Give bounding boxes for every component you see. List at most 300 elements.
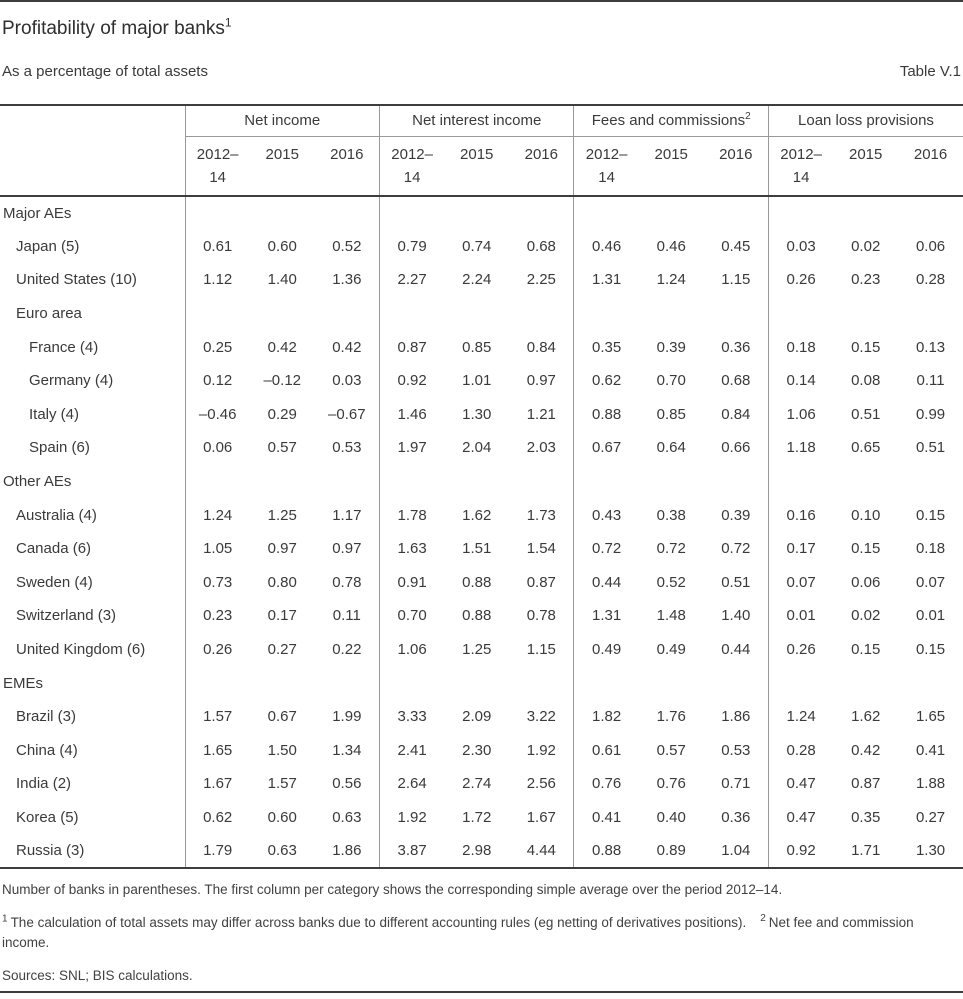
value-cell: 1.05 (185, 532, 250, 566)
value-cell (768, 465, 833, 499)
value-cell (833, 465, 898, 499)
value-cell: 2.27 (379, 263, 444, 297)
table-row (0, 834, 963, 868)
value-cell: 2.74 (462, 775, 492, 793)
value-cell: 1.99 (332, 708, 362, 726)
table-row (0, 398, 963, 432)
group-header: Fees and commissions$^2$ (574, 105, 768, 136)
value-cell: 0.51 (721, 573, 751, 591)
row-label: Spain (6) (29, 439, 90, 457)
value-cell: 0.88 (574, 834, 639, 868)
value-cell: 0.70 (379, 599, 444, 633)
value-cell: 0.47 (768, 767, 833, 801)
value-cell: 2.56 (526, 775, 556, 793)
value-cell: 0.47 (768, 801, 833, 835)
value-cell (639, 196, 704, 230)
table-row (0, 431, 963, 465)
row-label: Sweden (4) (16, 573, 93, 591)
value-cell: 1.15 (526, 641, 556, 659)
period-header: 2012– 14 (574, 136, 639, 196)
row-label: United Kingdom (6) (16, 641, 146, 659)
value-cell: 0.11 (332, 607, 361, 625)
page-title (2, 15, 961, 43)
value-cell: 0.28 (915, 271, 946, 289)
value-cell: 0.01 (915, 607, 946, 625)
value-cell: 0.60 (267, 808, 297, 826)
sources-line: Sources: SNL; BIS calculations. (2, 967, 193, 983)
value-cell: 0.44 (721, 641, 751, 659)
value-cell: 0.84 (721, 405, 751, 423)
value-cell: 0.63 (332, 808, 362, 826)
value-cell: 0.27 (267, 641, 297, 659)
value-cell (509, 666, 574, 700)
value-cell: 1.24 (185, 498, 250, 532)
table-row (0, 196, 963, 230)
value-cell: 0.57 (267, 439, 297, 457)
value-cell: 0.15 (851, 641, 881, 659)
value-cell: 0.97 (267, 540, 297, 558)
row-label: Italy (4) (29, 405, 80, 423)
value-cell: 0.45 (721, 237, 751, 255)
group-footnote-marker: 2 (745, 111, 751, 123)
value-cell: 0.44 (574, 566, 639, 600)
value-cell: 0.57 (656, 741, 686, 759)
value-cell: 0.26 (768, 263, 833, 297)
table-row (0, 364, 963, 398)
value-cell: 1.65 (185, 734, 250, 768)
table-row (0, 498, 963, 532)
value-cell: 0.22 (332, 641, 362, 659)
value-cell: 0.62 (574, 364, 639, 398)
value-cell: 0.49 (574, 633, 639, 667)
period-header: 2012– 14 (768, 136, 833, 196)
period-header: 2015 (250, 136, 315, 196)
value-cell: 4.44 (526, 842, 556, 860)
footnote-2-text: Net fee and commission income. (2, 914, 914, 950)
period-header: 2012– 14 (379, 136, 444, 196)
page-top-rule (0, 0, 963, 2)
page-bottom-rule (0, 991, 963, 993)
value-cell: 0.46 (656, 237, 686, 255)
value-cell (250, 297, 315, 331)
value-cell: 1.86 (721, 708, 751, 726)
value-cell: 0.67 (267, 708, 297, 726)
row-label: EMEs (3, 674, 44, 692)
row-label: Russia (3) (16, 842, 85, 860)
value-cell (250, 196, 315, 230)
period-header: 2016 (509, 136, 574, 196)
value-cell: 0.56 (332, 775, 362, 793)
value-cell: 1.63 (379, 532, 444, 566)
value-cell (704, 666, 769, 700)
value-cell: 0.85 (462, 338, 492, 356)
value-cell: 0.88 (462, 573, 492, 591)
value-cell: –0.12 (263, 372, 302, 390)
value-cell: 1.79 (185, 834, 250, 868)
subtitle-row (2, 62, 961, 82)
value-cell: 0.15 (915, 641, 946, 659)
value-cell: 0.11 (916, 372, 945, 390)
stub-header-cell (0, 105, 185, 196)
value-cell: 3.22 (526, 708, 556, 726)
value-cell (704, 297, 769, 331)
value-cell: 0.17 (267, 607, 297, 625)
table-row (0, 566, 963, 600)
value-cell: 0.97 (526, 372, 556, 390)
value-cell: 1.25 (267, 506, 297, 524)
value-cell: 1.48 (656, 607, 686, 625)
value-cell: 0.70 (656, 372, 686, 390)
table-row (0, 599, 963, 633)
value-cell: 0.78 (526, 607, 556, 625)
table-row (0, 633, 963, 667)
value-cell: –0.67 (328, 405, 366, 423)
value-cell: 0.01 (768, 599, 833, 633)
value-cell: 0.41 (915, 741, 946, 759)
table-header (0, 105, 963, 196)
value-cell (898, 666, 963, 700)
value-cell: 0.42 (267, 338, 297, 356)
table-row (0, 230, 963, 264)
row-label: Switzerland (3) (16, 607, 117, 625)
value-cell: 1.88 (915, 775, 946, 793)
value-cell (509, 297, 574, 331)
value-cell: 1.06 (768, 398, 833, 432)
period-header: 2015 (444, 136, 509, 196)
value-cell: 1.72 (462, 808, 492, 826)
value-cell (185, 666, 250, 700)
value-cell: 0.35 (851, 808, 881, 826)
value-cell: 0.29 (267, 405, 297, 423)
value-cell: 1.54 (526, 540, 556, 558)
value-cell: 2.03 (526, 439, 556, 457)
value-cell (898, 465, 963, 499)
table-subtitle: As a percentage of total assets (2, 63, 208, 80)
value-cell: 0.06 (185, 431, 250, 465)
value-cell: 1.15 (721, 271, 751, 289)
value-cell: 0.52 (656, 573, 686, 591)
value-cell (833, 297, 898, 331)
group-header: Net income (185, 105, 379, 136)
value-cell: 0.65 (851, 439, 881, 457)
table-row (0, 465, 963, 499)
value-cell (444, 465, 509, 499)
value-cell (898, 297, 963, 331)
value-cell (574, 666, 639, 700)
row-label: Australia (4) (16, 506, 97, 524)
value-cell: 0.15 (851, 338, 881, 356)
value-cell (574, 196, 639, 230)
row-label: Major AEs (3, 204, 72, 222)
value-cell (639, 465, 704, 499)
value-cell: 0.88 (462, 607, 492, 625)
value-cell: 0.89 (656, 842, 686, 860)
value-cell (898, 196, 963, 230)
value-cell: 0.07 (915, 573, 946, 591)
value-cell: 0.10 (851, 506, 881, 524)
value-cell: 2.98 (462, 842, 492, 860)
footnote-1-marker: 1 (2, 913, 8, 925)
value-cell: 0.92 (768, 834, 833, 868)
row-label: Euro area (16, 305, 82, 323)
value-cell: 0.39 (656, 338, 686, 356)
group-header-row (0, 105, 963, 136)
value-cell: 2.64 (379, 767, 444, 801)
value-cell (315, 196, 380, 230)
value-cell: 0.85 (656, 405, 686, 423)
period-header: 2015 (833, 136, 898, 196)
value-cell: 2.41 (379, 734, 444, 768)
value-cell: 0.28 (768, 734, 833, 768)
value-cell (315, 666, 380, 700)
value-cell: 0.68 (721, 372, 751, 390)
period-header: 2016 (315, 136, 380, 196)
row-label: Germany (4) (29, 372, 114, 390)
value-cell (509, 465, 574, 499)
value-cell (574, 297, 639, 331)
value-cell: 0.99 (915, 405, 946, 423)
value-cell: 1.73 (526, 506, 556, 524)
value-cell: 0.64 (656, 439, 686, 457)
group-header: Net interest income (379, 105, 573, 136)
value-cell (250, 666, 315, 700)
value-cell: 0.41 (574, 801, 639, 835)
value-cell: 1.51 (462, 540, 492, 558)
table-row (0, 532, 963, 566)
value-cell: 0.06 (851, 573, 881, 591)
value-cell: 0.87 (526, 573, 556, 591)
table-row (0, 700, 963, 734)
value-cell: 0.08 (851, 372, 881, 390)
value-cell: 0.35 (574, 330, 639, 364)
value-cell: 0.68 (526, 237, 556, 255)
value-cell: 0.17 (768, 532, 833, 566)
value-cell: 2.30 (462, 741, 492, 759)
value-cell: 0.72 (721, 540, 751, 558)
value-cell: 1.17 (332, 506, 362, 524)
value-cell: 1.82 (574, 700, 639, 734)
value-cell: 0.36 (721, 808, 751, 826)
value-cell: 0.92 (379, 364, 444, 398)
period-header: 2015 (639, 136, 704, 196)
value-cell: 0.15 (851, 540, 881, 558)
value-cell: 0.63 (267, 842, 297, 860)
value-cell: 1.25 (462, 641, 492, 659)
footnote-1-text: The calculation of total assets may differ across banks due to different accounting rules (eg netting of derivatives positions). (10, 914, 747, 930)
value-cell: 1.24 (768, 700, 833, 734)
value-cell (833, 196, 898, 230)
period-header: 2012– 14 (185, 136, 250, 196)
table-body (0, 196, 963, 868)
value-cell (379, 666, 444, 700)
value-cell: 1.34 (332, 741, 362, 759)
value-cell: 0.52 (332, 237, 362, 255)
value-cell: 0.79 (379, 230, 444, 264)
value-cell (315, 465, 380, 499)
value-cell (768, 297, 833, 331)
value-cell (768, 196, 833, 230)
value-cell: 1.86 (332, 842, 362, 860)
value-cell (444, 297, 509, 331)
value-cell: 0.03 (768, 230, 833, 264)
value-cell (379, 465, 444, 499)
value-cell: 1.31 (574, 599, 639, 633)
value-cell: 1.57 (267, 775, 297, 793)
value-cell: 0.49 (656, 641, 686, 659)
value-cell: 1.62 (462, 506, 492, 524)
value-cell: 1.31 (574, 263, 639, 297)
table-note: Number of banks in parentheses. The first column per category shows the corresponding simple average over the period 2012–14. (2, 881, 783, 897)
value-cell: 0.38 (656, 506, 686, 524)
value-cell (315, 297, 380, 331)
value-cell: 0.61 (185, 230, 250, 264)
page-title-text: Profitability of major banks (2, 18, 225, 39)
period-header: 2016 (898, 136, 963, 196)
value-cell: 0.02 (851, 607, 881, 625)
value-cell: 1.36 (332, 271, 362, 289)
value-cell: 0.53 (721, 741, 751, 759)
value-cell: 1.67 (526, 808, 556, 826)
value-cell (250, 465, 315, 499)
value-cell: 1.46 (379, 398, 444, 432)
value-cell: 0.07 (768, 566, 833, 600)
value-cell: 0.15 (915, 506, 946, 524)
value-cell: 1.78 (379, 498, 444, 532)
value-cell: 0.78 (332, 573, 362, 591)
value-cell: 1.30 (915, 842, 946, 860)
value-cell (185, 196, 250, 230)
value-cell (444, 196, 509, 230)
title-footnote-marker: 1 (224, 15, 232, 30)
value-cell: 0.51 (851, 405, 881, 423)
value-cell: 1.97 (379, 431, 444, 465)
row-label: India (2) (16, 775, 72, 793)
value-cell: 1.12 (185, 263, 250, 297)
value-cell: 2.24 (462, 271, 492, 289)
row-label: Canada (6) (16, 540, 92, 558)
value-cell (509, 196, 574, 230)
value-cell: 0.12 (185, 364, 250, 398)
value-cell: 0.71 (721, 775, 751, 793)
footnote-2-marker: 2 (760, 913, 766, 925)
value-cell: 0.36 (721, 338, 751, 356)
value-cell: 0.97 (332, 540, 362, 558)
value-cell: 1.40 (267, 271, 297, 289)
table-row (0, 330, 963, 364)
value-cell: 0.42 (851, 741, 881, 759)
value-cell: 1.92 (379, 801, 444, 835)
value-cell: 0.23 (185, 599, 250, 633)
value-cell: 0.18 (768, 330, 833, 364)
value-cell: 0.72 (656, 540, 686, 558)
period-header: 2016 (704, 136, 769, 196)
value-cell: 0.80 (267, 573, 297, 591)
value-cell: 1.24 (656, 271, 686, 289)
value-cell: 2.04 (462, 439, 492, 457)
value-cell: 0.25 (185, 330, 250, 364)
row-label: France (4) (29, 338, 99, 356)
value-cell: 1.18 (768, 431, 833, 465)
value-cell (639, 297, 704, 331)
table-row (0, 767, 963, 801)
row-label: Other AEs (3, 473, 72, 491)
row-label: Korea (5) (16, 808, 79, 826)
row-label: Brazil (3) (16, 708, 77, 726)
value-cell: 0.60 (267, 237, 297, 255)
table-row (0, 263, 963, 297)
table-footnotes (2, 880, 961, 986)
value-cell: 0.72 (574, 532, 639, 566)
value-cell: 1.21 (526, 405, 556, 423)
value-cell: 0.76 (574, 767, 639, 801)
value-cell (833, 666, 898, 700)
value-cell: 0.03 (332, 372, 362, 390)
table-row (0, 297, 963, 331)
value-cell: 0.39 (721, 506, 751, 524)
value-cell (704, 465, 769, 499)
value-cell: 1.57 (185, 700, 250, 734)
value-cell: 0.16 (768, 498, 833, 532)
value-cell: 1.04 (721, 842, 751, 860)
value-cell: 0.53 (332, 439, 362, 457)
value-cell: 1.06 (379, 633, 444, 667)
value-cell (444, 666, 509, 700)
value-cell: 2.09 (462, 708, 492, 726)
value-cell: 0.18 (915, 540, 946, 558)
row-label: China (4) (16, 741, 78, 759)
table-number: Table V.1 (899, 63, 961, 80)
value-cell: 0.26 (768, 633, 833, 667)
value-cell: 1.71 (851, 842, 881, 860)
value-cell: 0.26 (185, 633, 250, 667)
value-cell: 0.88 (574, 398, 639, 432)
group-header: Loan loss provisions (768, 105, 963, 136)
value-cell: 0.74 (462, 237, 492, 255)
value-cell: 1.01 (462, 372, 492, 390)
value-cell: 0.13 (915, 338, 946, 356)
table-row (0, 666, 963, 700)
value-cell: 2.25 (526, 271, 556, 289)
table-row (0, 801, 963, 835)
value-cell (185, 297, 250, 331)
table-row (0, 734, 963, 768)
value-cell: 0.73 (185, 566, 250, 600)
value-cell: 3.87 (379, 834, 444, 868)
value-cell: 0.91 (379, 566, 444, 600)
row-label: Japan (5) (16, 237, 80, 255)
footnote-definitions (2, 913, 961, 953)
value-cell: 0.51 (915, 439, 946, 457)
value-cell: 0.27 (915, 808, 946, 826)
value-cell: 0.42 (332, 338, 362, 356)
value-cell: 0.66 (721, 439, 751, 457)
value-cell: 0.67 (574, 431, 639, 465)
value-cell: 1.92 (526, 741, 556, 759)
value-cell: 0.43 (574, 498, 639, 532)
value-cell: 0.40 (656, 808, 686, 826)
value-cell: 0.62 (185, 801, 250, 835)
value-cell: 0.14 (768, 364, 833, 398)
value-cell: 0.76 (656, 775, 686, 793)
value-cell (379, 297, 444, 331)
value-cell: 0.23 (851, 271, 881, 289)
value-cell: 0.84 (526, 338, 556, 356)
value-cell (185, 465, 250, 499)
value-cell: 1.67 (185, 767, 250, 801)
value-cell: 0.02 (851, 237, 881, 255)
value-cell: 0.61 (574, 734, 639, 768)
value-cell (574, 465, 639, 499)
